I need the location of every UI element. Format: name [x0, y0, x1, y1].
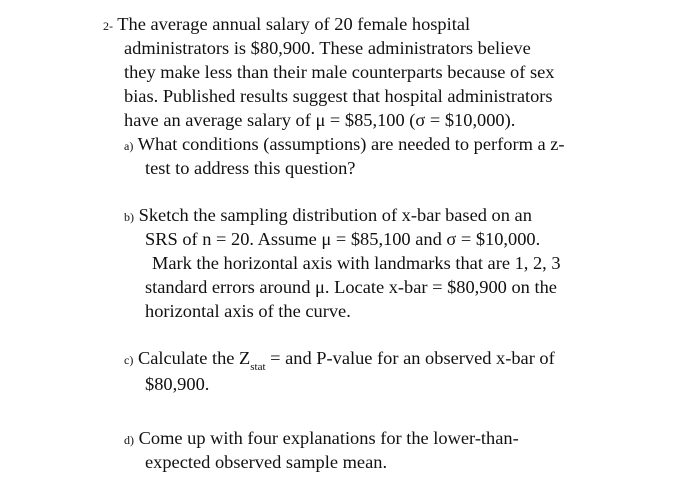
intro-line-4: bias. Published results suggest that hospital administrators	[124, 86, 553, 106]
part-d-text-1: Come up with four explanations for the lower-than-	[138, 428, 519, 448]
part-b-text-5: horizontal axis of the curve.	[145, 301, 351, 321]
part-a-text-1: What conditions (assumptions) are needed to perform a z-	[137, 134, 565, 154]
part-b-label: b)	[124, 210, 134, 224]
part-c-label: c)	[124, 353, 134, 367]
intro-line-5: have an average salary of μ = $85,100 (σ = $10,000).	[124, 110, 516, 130]
question-number: 2-	[103, 19, 113, 33]
part-c-text-after-z: = and P-value for an observed x-bar of	[265, 348, 555, 368]
part-c-text-before-z: Calculate the Z	[137, 348, 251, 368]
part-a-text-2: test to address this question?	[145, 158, 356, 178]
part-a-line-1	[124, 132, 565, 158]
part-b-text-2: SRS of n = 20. Assume μ = $85,100 and σ = $10,000.	[145, 229, 541, 249]
part-c-text-2: $80,900.	[145, 374, 210, 394]
part-d-line-1	[124, 426, 519, 452]
part-d-label: d)	[124, 433, 134, 447]
question-header-line	[103, 12, 470, 38]
part-c-line-1	[124, 346, 555, 373]
part-a-label: a)	[124, 139, 134, 153]
part-b-line-1	[124, 203, 532, 229]
z-stat-subscript: stat	[250, 361, 266, 373]
intro-line-3: they make less than their male counterparts because of sex	[124, 62, 555, 82]
part-d-text-2: expected observed sample mean.	[145, 452, 388, 472]
part-b-text-4: standard errors around μ. Locate x-bar = $80,900 on the	[145, 277, 557, 297]
intro-line-2: administrators is $80,900. These administrators believe	[124, 38, 531, 58]
intro-line-1: The average annual salary of 20 female hospital	[117, 14, 471, 34]
part-b-text-3: Mark the horizontal axis with landmarks that are 1, 2, 3	[152, 253, 561, 273]
part-b-text-1: Sketch the sampling distribution of x-bar based on an	[138, 205, 532, 225]
